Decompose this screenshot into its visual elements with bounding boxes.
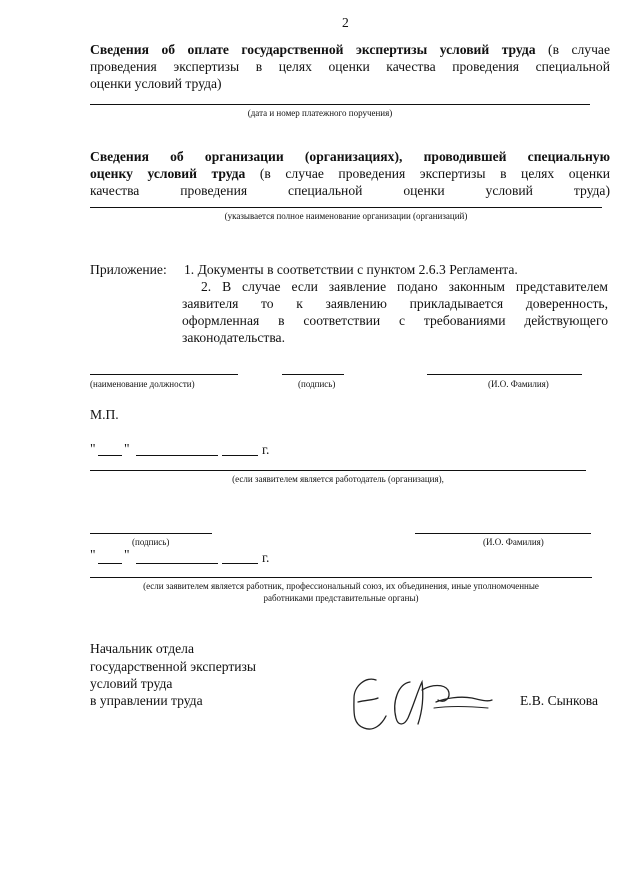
date-quote-open-2: " [90,547,96,562]
org-section-line2-bold: оценку условий труда [90,166,246,181]
appendix-item-2-line4: законодательства. [182,330,285,345]
appendix-item-1: 1. Документы в соответствии с пунктом 2.6.3 Регламента. [184,262,518,277]
footer-title-line4: в управлении труда [90,693,203,708]
footer-title-line1: Начальник отдела [90,641,194,656]
year-suffix-1: г. [262,442,270,457]
footer-title-line2: государственной экспертизы [90,659,257,674]
year-suffix-2: г. [262,550,270,565]
org-section-line2-rest: (в случае проведения экспертизы в целях оценки [245,166,610,181]
date-quote-close-1: " [124,441,130,456]
payment-order-caption: (дата и номер платежного поручения) [247,108,393,118]
name-line-1 [427,374,582,375]
payment-order-line [90,104,590,105]
payment-section-line1 [90,41,610,58]
date-year-line-1 [222,455,258,456]
handwritten-signature [348,668,496,738]
worker-line [90,577,592,578]
payment-section-title: Сведения об оплате государственной экспертизы условий труда [90,42,536,57]
date-quote-open-1: " [90,441,96,456]
date-month-line-2 [136,563,218,564]
position-line [90,374,238,375]
date-day-line-1 [98,455,122,456]
appendix-item-2-line3: оформленная в соответствии с требованиями действующего [182,313,608,328]
date-year-line-2 [222,563,258,564]
org-section-line2 [90,165,610,182]
signature-caption-1: (подпись) [298,379,336,389]
name-line-2 [415,533,591,534]
org-name-caption: (указывается полное наименование организации (организаций) [224,211,468,221]
appendix-item-2-line2: заявителя то к заявлению прикладывается доверенность, [182,296,608,311]
employer-line [90,470,586,471]
employer-caption: (если заявителем является работодатель (организация), [232,474,444,484]
footer-title-line3: условий труда [90,676,173,691]
payment-section-line2: проведения экспертизы в целях оценки качества проведения специальной [90,59,610,74]
appendix-label: Приложение: [90,262,167,277]
signature-line-1 [282,374,344,375]
worker-caption-line2: работниками представительные органы) [263,593,419,603]
date-quote-close-2: " [124,547,130,562]
payment-section-line3: оценки условий труда) [90,76,222,91]
org-section-line3: качества проведения специальной оценки условий труда) [90,183,610,198]
org-section-line1: Сведения об организации (организациях), проводившей специальную [90,149,610,164]
payment-section-line1-rest: (в случае [535,42,611,57]
worker-caption-line1: (если заявителем является работник, профессиональный союз, их объединения, иные уполномоченные [143,581,539,591]
appendix-item-2-line1: 2. В случае если заявление подано законным представителем [201,279,608,294]
stamp-label: М.П. [90,407,119,422]
signature-caption-2: (подпись) [132,537,170,547]
name-caption-2: (И.О. Фамилия) [483,537,544,547]
org-name-line [90,207,602,208]
signature-line-2 [90,533,212,534]
page-number: 2 [342,15,349,30]
name-caption-1: (И.О. Фамилия) [488,379,549,389]
position-caption: (наименование должности) [90,379,195,389]
signatory-name: Е.В. Сынкова [520,693,599,708]
date-month-line-1 [136,455,218,456]
date-day-line-2 [98,563,122,564]
